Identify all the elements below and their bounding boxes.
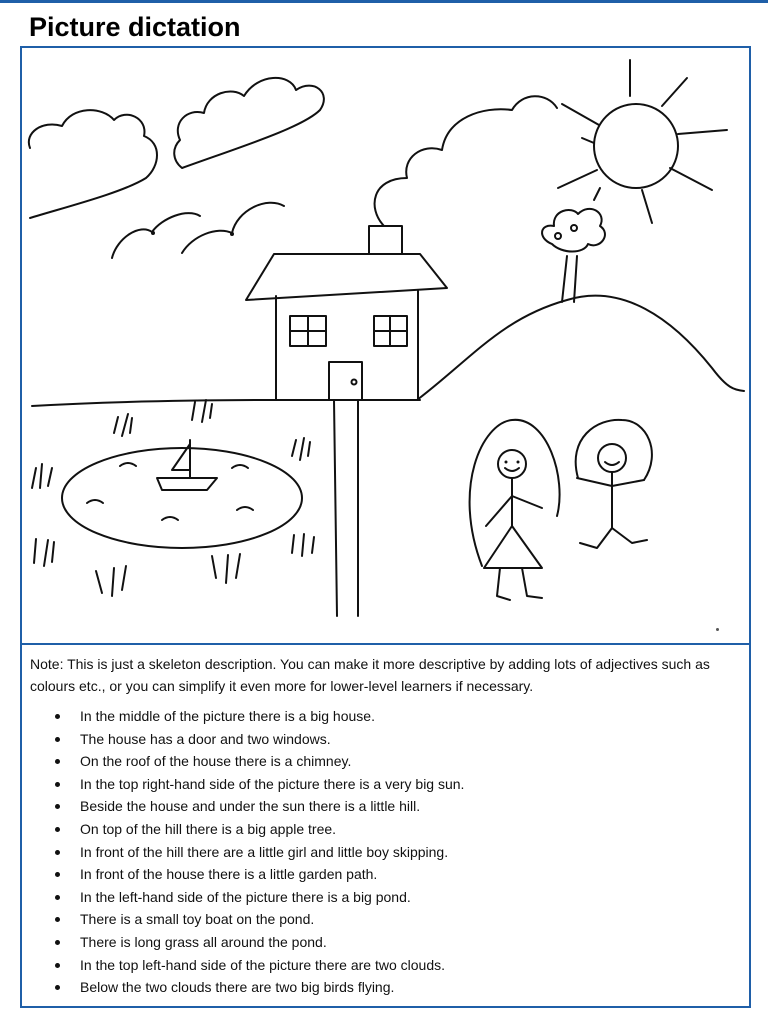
stray-mark bbox=[716, 628, 719, 631]
cloud-icon bbox=[174, 78, 324, 168]
bullet-icon bbox=[55, 917, 60, 922]
grass-icon bbox=[32, 400, 314, 596]
apple-tree-icon bbox=[542, 209, 605, 302]
bullet-icon bbox=[55, 850, 60, 855]
bullet-icon bbox=[55, 872, 60, 877]
bullet-icon bbox=[55, 985, 60, 990]
bullet-icon bbox=[55, 804, 60, 809]
picture-area bbox=[22, 48, 749, 643]
list-item: There is a small toy boat on the pond. bbox=[30, 908, 741, 931]
dictation-list bbox=[30, 705, 741, 999]
bullet-icon bbox=[55, 737, 60, 742]
cloud-icon bbox=[375, 96, 557, 226]
list-item: In front of the hill there are a little girl and little boy skipping. bbox=[30, 841, 741, 864]
pond-icon bbox=[62, 448, 302, 548]
list-item: In the top right-hand side of the picture there is a very big sun. bbox=[30, 773, 741, 796]
line-drawing bbox=[22, 48, 749, 643]
page-title: Picture dictation bbox=[29, 12, 241, 42]
worksheet-frame bbox=[20, 46, 751, 1008]
list-item: There is long grass all around the pond. bbox=[30, 931, 741, 954]
description-section bbox=[22, 645, 749, 999]
bullet-icon bbox=[55, 827, 60, 832]
bird-icon bbox=[182, 203, 284, 253]
bullet-icon bbox=[55, 895, 60, 900]
bullet-icon bbox=[55, 940, 60, 945]
girl-icon bbox=[470, 420, 560, 600]
bird-icon bbox=[112, 213, 200, 258]
window-icon bbox=[290, 316, 326, 346]
house-icon bbox=[246, 254, 447, 300]
boy-icon bbox=[576, 420, 652, 548]
list-item: Beside the house and under the sun there is a little hill. bbox=[30, 795, 741, 818]
list-item: On top of the hill there is a big apple tree. bbox=[30, 818, 741, 841]
list-item: In the left-hand side of the picture there is a big pond. bbox=[30, 886, 741, 909]
sun-icon bbox=[558, 60, 727, 223]
cloud-icon bbox=[29, 110, 157, 218]
hill-icon bbox=[417, 296, 744, 400]
bullet-icon bbox=[55, 714, 60, 719]
top-rule bbox=[0, 0, 768, 3]
window-icon bbox=[374, 316, 407, 346]
chimney-icon bbox=[369, 226, 402, 254]
list-item: In the middle of the picture there is a big house. bbox=[30, 705, 741, 728]
list-item: On the roof of the house there is a chimney. bbox=[30, 750, 741, 773]
bullet-icon bbox=[55, 759, 60, 764]
list-item: In the top left-hand side of the picture there are two clouds. bbox=[30, 954, 741, 977]
list-item: The house has a door and two windows. bbox=[30, 728, 741, 751]
garden-path-icon bbox=[334, 400, 358, 616]
bullet-icon bbox=[55, 782, 60, 787]
list-item: Below the two clouds there are two big birds flying. bbox=[30, 976, 741, 999]
bullet-icon bbox=[55, 963, 60, 968]
list-item: In front of the house there is a little garden path. bbox=[30, 863, 741, 886]
teacher-note: Note: This is just a skeleton description. You can make it more descriptive by adding lots of adjectives such as colours etc., or you can simplify it even more for lower-level learners if necessary. bbox=[30, 656, 710, 694]
